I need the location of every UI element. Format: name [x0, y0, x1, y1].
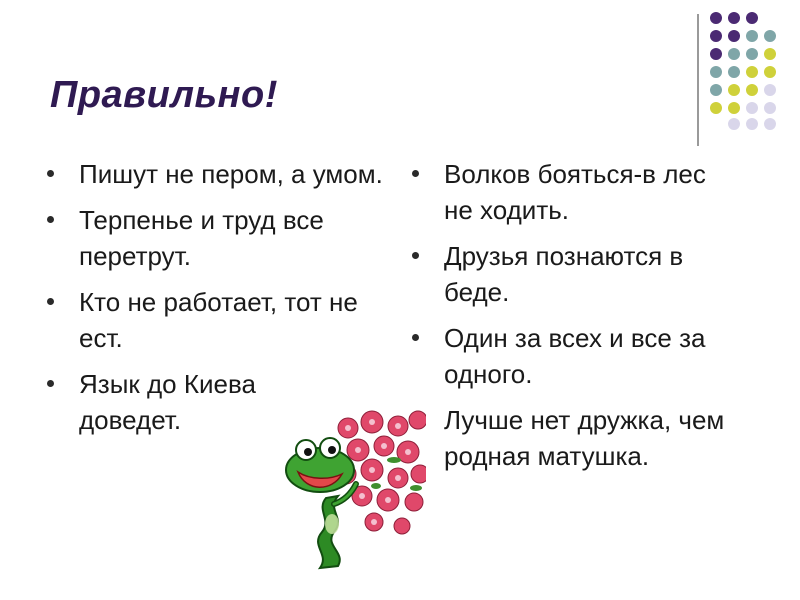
- list-item-text: Язык до Киева доведет.: [79, 369, 256, 435]
- divider-line: [697, 14, 699, 146]
- bullet-icon: [47, 298, 54, 305]
- list-item: [47, 366, 299, 438]
- list-item: [412, 156, 714, 228]
- bullet-icon: [47, 380, 54, 387]
- list-item-text: Лучше нет дружка, чем родная матушка.: [444, 405, 725, 471]
- list-item: [412, 238, 744, 310]
- list-item-text: Терпенье и труд все перетрут.: [79, 205, 324, 271]
- list-item: [47, 284, 392, 356]
- right-proverb-list: [412, 156, 782, 484]
- list-item: [412, 402, 782, 474]
- decorative-dot-grid: [710, 12, 782, 128]
- list-item-text: Один за всех и все за одного.: [444, 323, 706, 389]
- list-item-text: Кто не работает, тот не ест.: [79, 287, 358, 353]
- bullet-icon: [412, 334, 419, 341]
- bullet-icon: [47, 170, 54, 177]
- bullet-icon: [412, 252, 419, 259]
- frog-with-flowers-image: [276, 400, 426, 576]
- list-item: [412, 320, 734, 392]
- list-item-text: Друзья познаются в беде.: [444, 241, 684, 307]
- bullet-icon: [47, 216, 54, 223]
- slide-title: Правильно!: [50, 74, 278, 116]
- list-item: [47, 156, 392, 192]
- list-item-text: Пишут не пером, а умом.: [79, 159, 383, 189]
- list-item-text: Волков бояться-в лес не ходить.: [444, 159, 706, 225]
- bullet-icon: [412, 170, 419, 177]
- list-item: [47, 202, 392, 274]
